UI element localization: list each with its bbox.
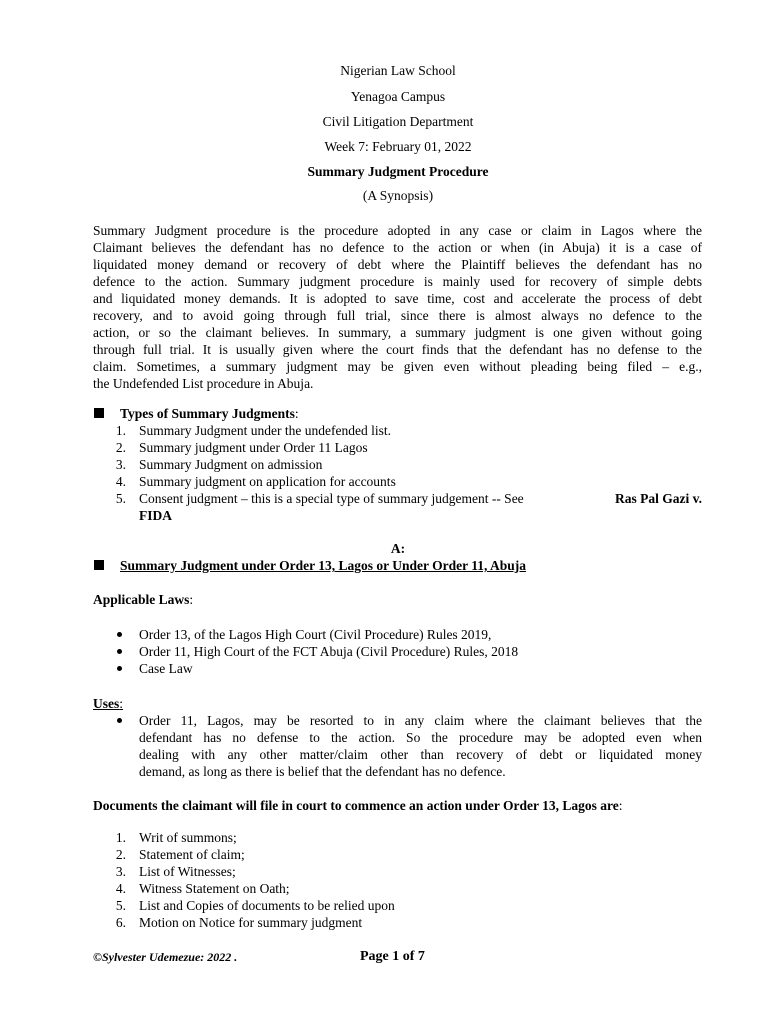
list-number: 5. <box>115 491 126 506</box>
section-heading: Summary Judgment under Order 13, Lagos or Under Order 11, Abuja <box>120 558 527 573</box>
law-item: Case Law <box>139 661 193 676</box>
bullet-icon <box>117 666 122 671</box>
types-item: Summary judgment on application for accounts <box>139 474 396 489</box>
types-item-consent-text: Consent judgment – this is a special type of summary judgement -- See <box>139 491 524 506</box>
document-item: List and Copies of documents to be relied upon <box>139 898 395 913</box>
footer-copyright: ©Sylvester Udemezue: 2022 . <box>93 950 238 964</box>
list-number: 1. <box>115 830 126 845</box>
document-item: Witness Statement on Oath; <box>139 881 290 896</box>
footer-page-number: Page 1 of 7 <box>360 949 425 964</box>
uses-line: demand, as long as there is belief that the defendant has no defence. <box>139 764 506 779</box>
document-item: Motion on Notice for summary judgment <box>139 915 363 930</box>
document-item: List of Witnesses; <box>139 864 236 879</box>
uses-line: Order 11, Lagos, may be resorted to in any claim where the claimant believes that the <box>139 713 702 728</box>
intro-line: through full trial. It is usually given where the court finds that the defendant has no defense to the <box>93 342 702 357</box>
campus-name: Yenagoa Campus <box>350 89 446 104</box>
case-citation-cont: FIDA <box>139 508 172 523</box>
bullet-icon <box>117 718 122 723</box>
types-item-consent <box>139 490 702 507</box>
uses-heading-line <box>93 695 123 712</box>
types-heading-line <box>120 405 299 422</box>
intro-line: Claimant believes the defendant has no defence to the action or when (in Abuja) it is a case of <box>93 240 702 255</box>
uses-line: defendant has no defense to the action. So the procedure may be adopted even when <box>139 730 702 745</box>
intro-line: action, or so the claimant believes. In summary, a summary judgment is one given without going <box>93 325 702 340</box>
law-item: Order 13, of the Lagos High Court (Civil Procedure) Rules 2019, <box>139 627 492 642</box>
types-item: Summary Judgment under the undefended list. <box>139 423 391 438</box>
square-bullet-icon <box>94 408 104 418</box>
intro-line: recovery, and to avoid going through full trial, since there is almost always no defence to the <box>93 308 702 323</box>
department-name: Civil Litigation Department <box>322 114 474 129</box>
law-item: Order 11, High Court of the FCT Abuja (Civil Procedure) Rules, 2018 <box>139 644 519 659</box>
list-number: 6. <box>115 915 126 930</box>
document-item: Statement of claim; <box>139 847 245 862</box>
list-number: 1. <box>115 423 126 438</box>
intro-line: Summary Judgment procedure is the procedure adopted in any case or claim in Lagos where the <box>93 223 702 238</box>
types-heading-colon: : <box>294 406 299 421</box>
applicable-laws-colon: : <box>189 592 194 607</box>
list-number: 3. <box>115 864 126 879</box>
types-heading: Types of Summary Judgments <box>120 406 295 421</box>
list-number: 4. <box>115 881 126 896</box>
case-citation: Ras Pal Gazi v. <box>615 491 702 506</box>
intro-line: defence to the action. Summary judgment procedure is mainly used for recovery of simple debts <box>93 274 702 289</box>
intro-line: liquidated money demand or recovery of debt where the Plaintiff believes the defendant has no <box>93 257 702 272</box>
list-number: 3. <box>115 457 126 472</box>
documents-colon: : <box>618 798 623 813</box>
bullet-icon <box>117 649 122 654</box>
documents-heading-line <box>93 797 622 814</box>
document-subtitle: (A Synopsis) <box>362 188 434 203</box>
list-number: 4. <box>115 474 126 489</box>
school-name: Nigerian Law School <box>340 63 456 78</box>
uses-line: dealing with any other matter/claim other than recovery of debt or liquidated money <box>139 747 702 762</box>
document-item: Writ of summons; <box>139 830 237 845</box>
types-item: Summary Judgment on admission <box>139 457 323 472</box>
uses-colon: : <box>119 696 124 711</box>
week-date: Week 7: February 01, 2022 <box>324 139 472 154</box>
intro-line: claim. Sometimes, a summary judgment may be given even without pleading being filed – e.g., <box>93 359 702 374</box>
uses-heading: Uses <box>93 696 120 711</box>
intro-line: the Undefended List procedure in Abuja. <box>93 376 314 391</box>
types-item: Summary judgment under Order 11 Lagos <box>139 440 368 455</box>
applicable-laws-heading-line <box>93 591 193 608</box>
documents-heading: Documents the claimant will file in court to commence an action under Order 13, Lagos are <box>93 798 619 813</box>
list-number: 2. <box>115 440 126 455</box>
list-number: 5. <box>115 898 126 913</box>
square-bullet-icon <box>94 560 104 570</box>
list-number: 2. <box>115 847 126 862</box>
document-title: Summary Judgment Procedure <box>307 164 489 179</box>
applicable-laws-heading: Applicable Laws <box>93 592 190 607</box>
section-label: A: <box>390 541 406 556</box>
intro-line: and liquidated money demands. It is adopted to save time, cost and accelerate the process of debt <box>93 291 702 306</box>
bullet-icon <box>117 632 122 637</box>
